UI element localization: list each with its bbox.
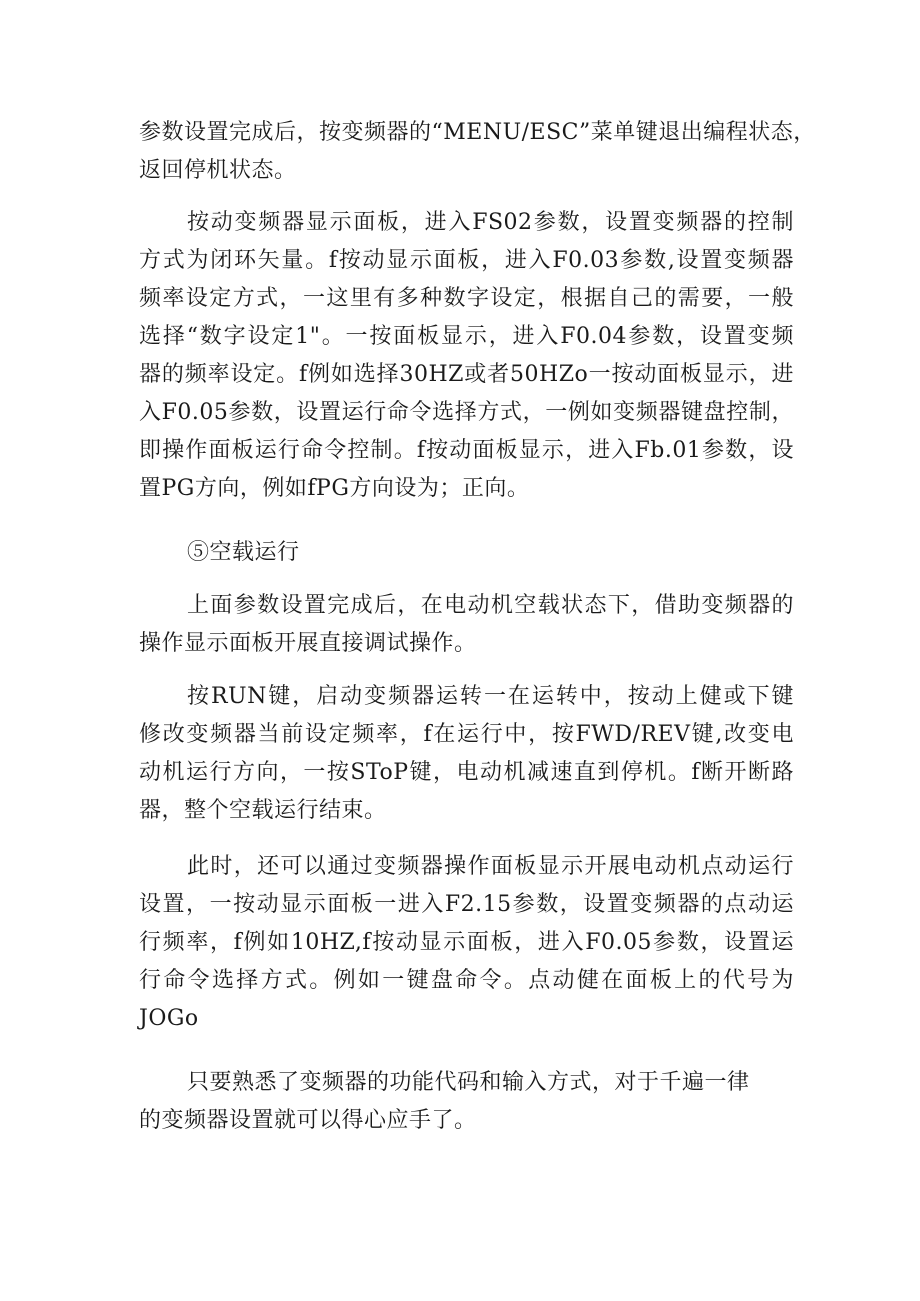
text-line: 操作显示面板开展直接调试操作。 (139, 631, 477, 656)
text-line: 设置，一按动显示面板一进入F2.15参数，设置变频器的点动运 (139, 892, 794, 917)
text-line: 行频率，f例如10HZ,f按动显示面板，进入F0.05参数，设置运 (139, 930, 794, 955)
text-line: 只要熟悉了变频器的功能代码和输入方式，对于千遍一律 (187, 1070, 750, 1095)
text-line: 即操作面板运行命令控制。f按动面板显示，进入Fb.01参数，设 (139, 438, 794, 463)
paragraph-jog-setup (139, 848, 794, 1038)
text-line: 选择“数字设定1"。一按面板显示，进入F0.04参数，设置变频 (139, 324, 794, 349)
text-line: 返回停机状态。 (139, 158, 297, 183)
text-line: 的变频器设置就可以得心应手了。 (139, 1108, 477, 1133)
text-line: 入F0.05参数，设置运行命令选择方式，一例如变频器键盘控制， (139, 400, 794, 425)
text-line: 置PG方向，例如fPG方向设为；正向。 (139, 476, 530, 501)
text-line: 参数设置完成后，按变频器的“MENU/ESC”菜单键退出编程状态， (139, 120, 816, 145)
text-line: 方式为闭环矢量。f按动显示面板，进入F0.03参数,设置变频器 (139, 248, 794, 273)
text-line: 器的频率设定。f例如选择30HZ或者50HZo一按动面板显示，进 (139, 362, 794, 387)
text-line: JOGo (139, 1006, 199, 1031)
text-line: 上面参数设置完成后，在电动机空载状态下，借助变频器的 (187, 593, 794, 618)
text-line: 频率设定方式，一这里有多种数字设定，根据自己的需要，一般 (139, 286, 794, 311)
section-heading: ⑤空载运行 (187, 540, 300, 565)
text-line: 按动变频器显示面板，进入FS02参数，设置变频器的控制 (187, 210, 794, 235)
paragraph-parameter-setup (139, 204, 794, 508)
text-line: 行命令选择方式。例如一键盘命令。点动健在面板上的代号为 (139, 968, 794, 993)
text-line: 器，整个空载运行结束。 (139, 798, 387, 823)
text-line: 修改变频器当前设定频率，f在运行中，按FWD/REV键,改变电 (139, 722, 794, 747)
text-line: 此时，还可以通过变频器操作面板显示开展电动机点动运行 (187, 854, 794, 879)
paragraph-no-load-intro (139, 587, 794, 663)
text-line: 按RUN键，启动变频器运转一在运转中，按动上健或下键 (187, 684, 794, 709)
text-line: 动机运行方向，一按SToP键，电动机减速直到停机。f断开断路 (139, 760, 794, 785)
paragraph-run-operation (139, 678, 794, 830)
section-heading-no-load-run (139, 534, 794, 572)
paragraph-exit-programming (139, 114, 816, 190)
paragraph-conclusion (139, 1064, 794, 1140)
